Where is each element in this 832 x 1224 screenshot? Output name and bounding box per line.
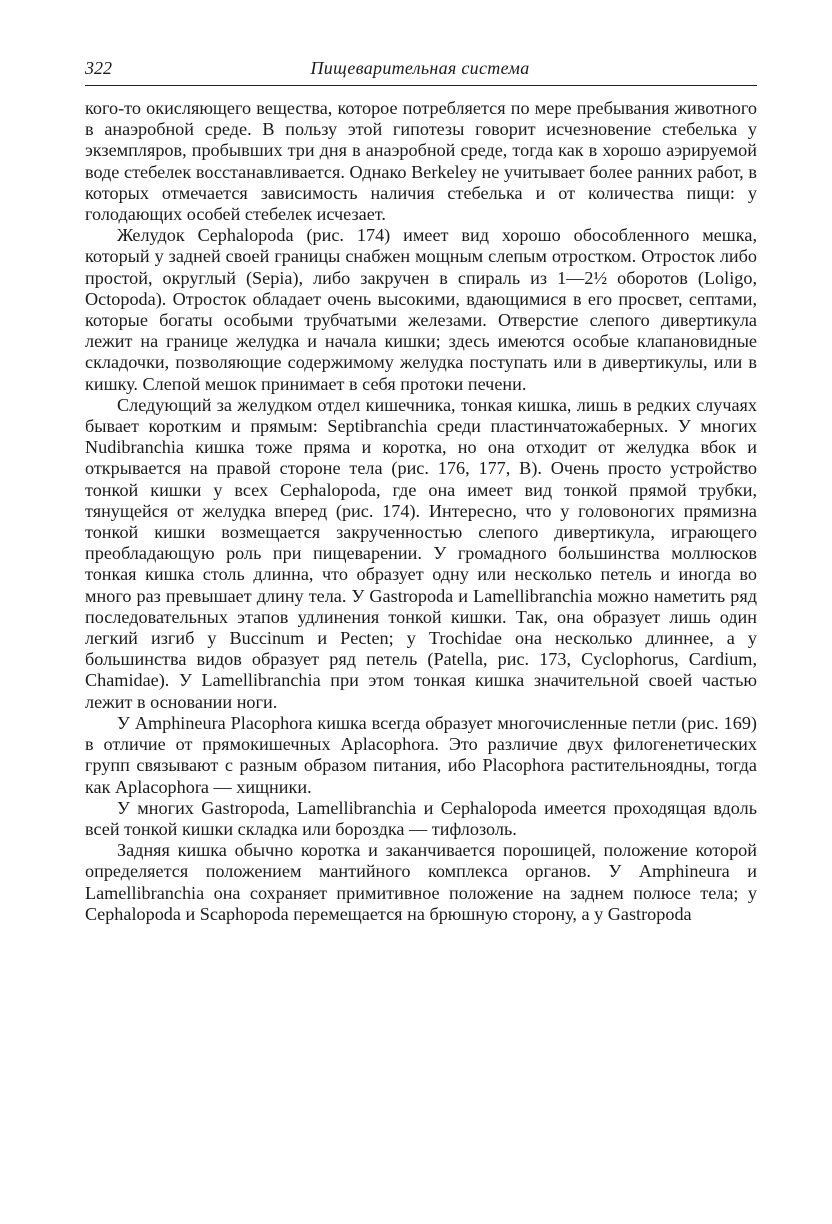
page-body	[85, 98, 757, 925]
paragraph-1: кого-то окисляющего вещества, которое потребляется по мере пребывания животного в анаэробной среде. В пользу этой гипотезы говорит исчезновение стебелька у экземпляров, пробывших три дня в анаэробной среде, тогда как в хорошо аэрируемой воде стебелек восстанавливается. Однако Berkeley не учитывает более ранних работ, в которых отмечается зависимость наличия стебелька и от количества пищи: у голодающих особей стебелек исчезает.	[85, 98, 757, 225]
paragraph-2: Желудок Cephalopoda (рис. 174) имеет вид хорошо обособленного мешка, который у задней своей границы снабжен мощным слепым отростком. Отросток либо простой, округлый (Sepia), либо закручен в спираль из 1—2½ оборотов (Loligo, Octopoda). Отросток обладает очень высокими, вдающимися в его просвет, септами, которые богаты особыми трубчатыми железами. Отверстие слепого дивертикула лежит на границе желудка и начала кишки; здесь имеются особые клапановидные складочки, позволяющие содержимому желудка поступать или в дивертикулы, или в кишку. Слепой мешок принимает в себя протоки печени.	[85, 225, 757, 394]
paragraph-5: У многих Gastropoda, Lamellibranchia и Cephalopoda имеется проходящая вдоль всей тонкой кишки складка или бороздка — тифлозоль.	[85, 797, 757, 839]
header-rule	[85, 85, 757, 86]
page-number: 322	[85, 58, 112, 78]
page-header	[85, 58, 755, 84]
paragraph-3: Следующий за желудком отдел кишечника, тонкая кишка, лишь в редких случаях бывает коротким и прямым: Septibranchia среди пластинчатожаберных. У многих Nudibranchia кишка тоже пряма и коротка, но она отходит от желудка вбок и открывается на правой стороне тела (рис. 176, 177, B). Очень просто устройство тонкой кишки у всех Cephalopoda, где она имеет вид тонкой прямой трубки, тянущейся от желудка вперед (рис. 174). Интересно, что у головоногих прямизна тонкой кишки возмещается закрученностью слепого дивертикула, играющего преобладающую роль при пищеварении. У громадного большинства моллюсков тонкая кишка столь длинна, что образует одну или несколько петель и иногда во много раз превышает длину тела. У Gastropoda и Lamellibranchia можно наметить ряд последовательных этапов удлинения тонкой кишки. Так, она образует лишь один легкий изгиб у Buccinum и Pecten; у Trochidae она несколько длиннее, а у большинства видов образует ряд петель (Patella, рис. 173, Cyclophorus, Cardium, Chamidae). У Lamellibranchia при этом тонкая кишка значительной своей частью лежит в основании ноги.	[85, 394, 757, 712]
running-title: Пищеварительная система	[310, 58, 530, 78]
paragraph-6: Задняя кишка обычно коротка и заканчивается порошицей, положение которой определяется положением мантийного комплекса органов. У Amphineura и Lamellibranchia она сохраняет примитивное положение на заднем полюсе тела; у Cephalopoda и Scaphopoda перемещается на брюшную сторону, а у Gastropoda	[85, 840, 757, 924]
paragraph-4: У Amphineura Placophora кишка всегда образует многочисленные петли (рис. 169) в отличие от прямокишечных Aplacophora. Это различие двух филогенетических групп связывают с разным образом питания, ибо Placophora растительноядны, тогда как Aplacophora — хищники.	[85, 712, 757, 797]
